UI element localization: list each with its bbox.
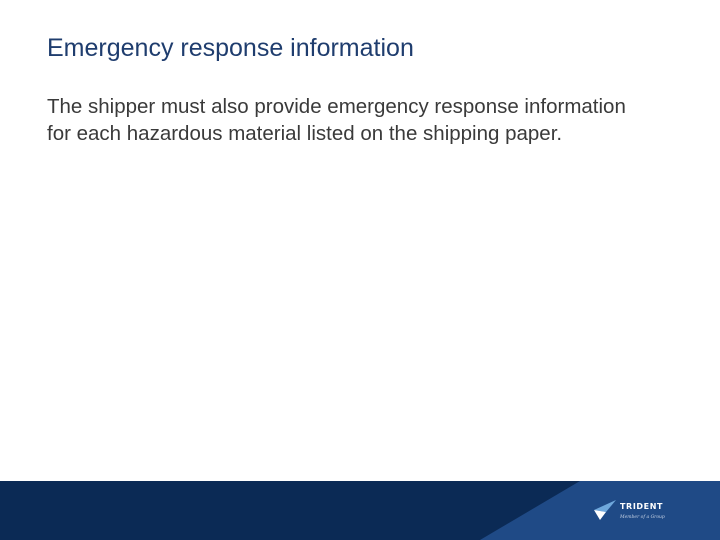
slide-body-text: The shipper must also provide emergency response information for each hazardous material listed on the shipping paper. (47, 95, 626, 145)
slide-title: Emergency response information (47, 34, 414, 62)
trident-logo (590, 494, 680, 528)
logo-tagline: Member of a Group (620, 515, 665, 520)
logo-text: TRIDENT (620, 502, 664, 511)
trident-logo-mark (590, 494, 618, 524)
